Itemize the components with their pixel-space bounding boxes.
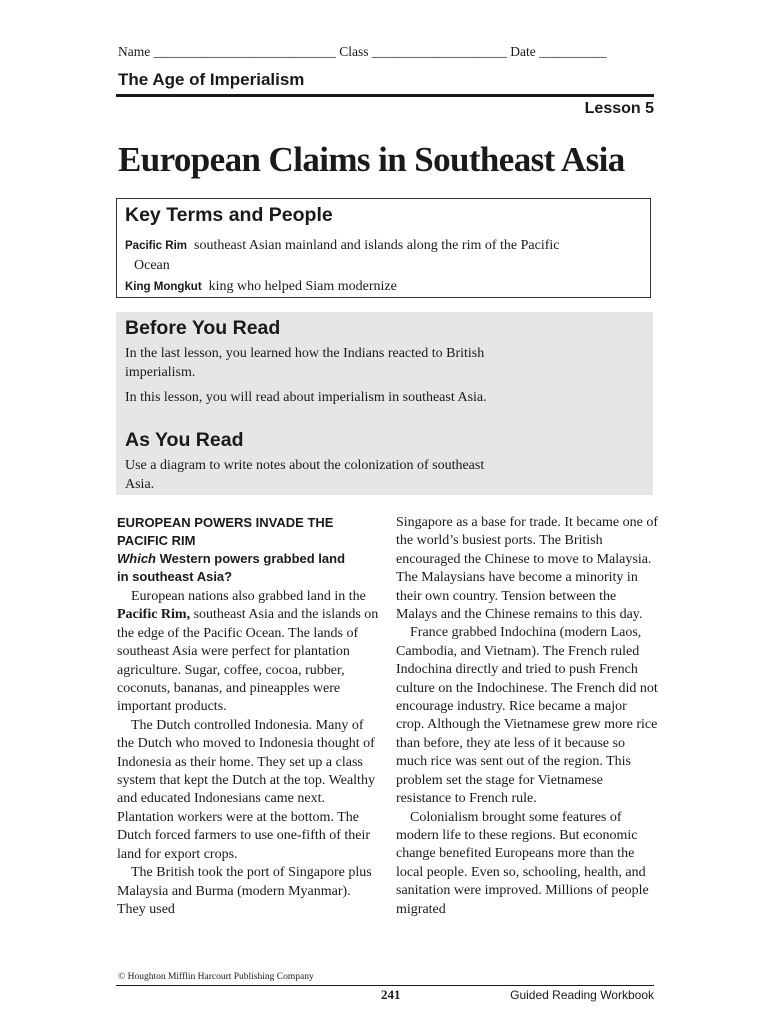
key-terms-box — [116, 198, 651, 298]
copyright-notice: © Houghton Mifflin Harcourt Publishing Company — [118, 972, 314, 982]
term-name: King Mongkut — [125, 281, 202, 293]
text-line: Use a diagram to write notes about the colonization of southeast — [125, 458, 485, 473]
body-paragraph: The Dutch controlled Indonesia. Many of the Dutch who moved to Indonesia thought of Indonesia as their home. They set up a class system that kept the Dutch at the top. Wealthy and educated Indonesians came next. Plantation workers were at the bottom. The Dutch forced farmers to use one-fifth of their land for export crops. — [117, 717, 375, 862]
name-class-date-line: Name ___________________________ Class ____________________ Date __________ — [118, 44, 607, 59]
text-line: In the last lesson, you learned how the Indians reacted to British — [125, 346, 485, 361]
footer-rule — [116, 985, 654, 986]
term-name: Pacific Rim — [125, 240, 187, 252]
body-paragraph: Colonialism brought some features of modern life to these regions. But economic change benefited Europeans more than the local people. Even so, schooling, health, and sanitation were improved. Millions of people migrated — [396, 809, 649, 917]
section-question — [117, 550, 379, 586]
book-title: Guided Reading Workbook — [510, 988, 654, 1002]
term-definition: southeast Asian mainland and islands along the rim of the Pacific — [194, 238, 560, 253]
section-heading — [117, 514, 379, 550]
reading-guide-box — [116, 312, 653, 495]
text-line: imperialism. — [125, 365, 196, 380]
header-rule — [116, 94, 654, 97]
key-term-pacific-rim — [125, 236, 630, 275]
page-number: 241 — [381, 987, 401, 1002]
before-you-read-paragraph-2: In this lesson, you will read about imperialism in southeast Asia. — [125, 390, 487, 405]
right-column — [396, 514, 658, 919]
before-you-read-paragraph-1 — [125, 344, 545, 382]
question-text: Western powers grabbed land — [156, 551, 346, 566]
as-you-read-paragraph — [125, 456, 545, 494]
key-terms-heading: Key Terms and People — [125, 204, 333, 226]
question-text: in southeast Asia? — [117, 569, 233, 584]
term-definition: king who helped Siam modernize — [208, 279, 397, 294]
text-line: PACIFIC RIM — [117, 533, 196, 548]
term-definition-cont: Ocean — [134, 258, 170, 273]
body-paragraph: France grabbed Indochina (modern Laos, Cambodia, and Vietnam). The French ruled Indochina directly and tried to push French culture on the Indochinese. The French did not encourage industry. Rice became a major crop. Although the Vietnamese grew more rice than before, they ate less of it because so much rice was sent out of the region. This problem set the stage for Vietnamese resistance to French rule. — [396, 625, 658, 807]
text-run: southeast Asia and the islands on the edge of the Pacific Ocean. The lands of southeast Asia were perfect for plantation agriculture. Sugar, coffee, cocoa, rubber, coconuts, bananas, and pineapples were important products. — [117, 607, 379, 715]
key-term-king-mongkut — [125, 277, 630, 297]
lesson-number: Lesson 5 — [584, 100, 654, 117]
question-italic: Which — [117, 551, 156, 566]
unit-title: The Age of Imperialism — [118, 70, 305, 89]
text-run: European nations also grabbed land in the — [131, 589, 366, 604]
key-term-highlight: Pacific Rim, — [117, 607, 191, 623]
body-paragraph — [117, 588, 379, 717]
body-paragraph: The British took the port of Singapore plus Malaysia and Burma (modern Myanmar). They used — [117, 865, 372, 917]
left-column — [117, 514, 379, 919]
before-you-read-heading: Before You Read — [125, 317, 281, 339]
page-title: European Claims in Southeast Asia — [118, 140, 625, 179]
text-line: Asia. — [125, 477, 155, 492]
as-you-read-heading: As You Read — [125, 429, 244, 451]
text-line: EUROPEAN POWERS INVADE THE — [117, 515, 334, 530]
body-paragraph: Singapore as a base for trade. It became one of the world’s busiest ports. The British encouraged the Chinese to move to Malaysia. The Malaysians have become a minority in their own country. Tension between the Malays and the Chinese remains to this day. — [396, 515, 658, 623]
